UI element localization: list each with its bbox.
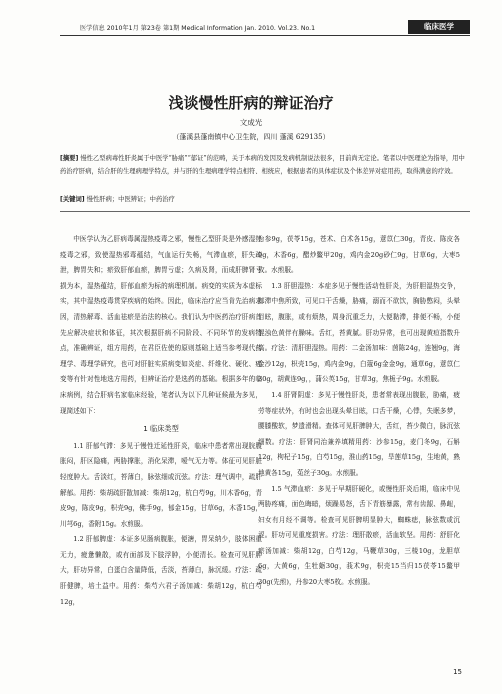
- paragraph-1-2-continued: 台参9g，茯苓15g，苍术、白术各15g，薏苡仁30g，青皮、陈皮各9g，木香6g，醋炒鳖甲20g，鸡内金20g砂仁9g，甘草6g，大枣5枚。水煎服。: [258, 235, 460, 275]
- abstract-text: 慢性乙型病毒性肝炎属于中医学“胁痛”“郁证”的范畴，关于本病的发因及发病机制说法很多，目前尚无定论。笔者以中医理论为指导，用中药治疗肝病，结合肝的生理病理学特点，并与肝的生理病理学特点相符、相统应，根据患者的具体症状及个体差异对症用药，取得满意的疗效。: [60, 155, 465, 175]
- section-heading: 1 临床类型: [143, 424, 179, 434]
- section-badge: 临床医学: [408, 20, 470, 34]
- paragraph-1-1: 1.1 肝郁气滞：多见于慢性迁延性肝炎，临床中患者常出现脘腹胀闷，肝区隐痛，两胁撑胀，消化呆滞，嗳气无力等。体征可见肝脏轻度肿大。舌淡红，苔薄白，脉弦细或沉弦。疗法：理气调中，疏肝解郁。用药：柴胡疏肝散加减：柴胡12g，杭白芍9g，川木香6g，青皮9g，陈皮9g，枳壳9g，佛手9g，郁金15g，甘草6g，木香15g，川芎6g，香附15g。水煎服。: [60, 441, 262, 528]
- body-column-right: [258, 232, 460, 591]
- journal-line: 医学信息 2010年1月 第23卷 第1期 Medical Information Jan. 2010. Vol.23. No.1: [80, 25, 316, 32]
- running-header: [60, 20, 470, 38]
- article-title: 浅谈慢性肝病的辩证治疗: [168, 94, 334, 112]
- header-rule: [60, 35, 470, 36]
- paragraph-1-2: 1.2 肝郁脾虚：本证多见肠病腹胀，便溏，胃呆纳少，肢体困重无力，疲惫懒散，或有面部及下肢浮肿，小便清长。检查可见肝肿大，肝功异常，白蛋白含量降低，舌淡，苔薄白，脉沉缓。疗法：疏肝健脾，培土益中。用药：柴芍六君子汤加减：柴胡12g，杭白芍12g，: [60, 535, 262, 606]
- author-name: 文成光: [239, 118, 263, 127]
- keywords-label: [关键词]: [60, 196, 85, 203]
- abstract: [60, 152, 470, 178]
- intro-paragraph: 中医学认为乙肝病毒属湿热疫毒之邪，慢性乙型肝炎是外感湿热疫毒之邪，致使湿热邪毒蕴结，气血运行失畅，气滞血瘀，肝失疏泄，脾胃失和；瘀致肝郁血瘀，脾胃亏虚；久病及肾，而成肝脾肾亏损为本，湿热蕴结，肝郁血瘀为标的病理机制。病变的实质为本虚标实，其中湿热疫毒贯穿疾病的始终。因此，临床治疗应当肯先治病求因，清热解毒、活血祛瘀是治法的核心。我们认为中医药治疗肝病首先应解决症状和体征，其次根据肝病不同阶段、不同环节的发病特点，准确辨证，组方用药，在君臣佐使的原则基础上适当参考现代药理学、毒理学研究，也可对肝脏实质病变如炎症、纤维化、硬化、癌变等有针对性地选方用药，但辨证治疗是选药的基础。根据多年的临床病例，结合肝病名家临床经验，笔者认为以下几种证候最为多见，现简述如下：: [60, 235, 262, 415]
- paragraph-1-4: 1.4 肝肾阴虚：多见于慢性肝炎，患者常表现出腹胀，胁痛，疲劳等症状外，有时也会出现头晕目眩，口舌干燥，心悸，失眠多梦，腰膝酸软，梦遗滑精。查体可见肝脾肿大，舌红，苔少微白，脉沉弦细数。疗法：肝肾同治兼养填精用药：沙参15g，麦门冬9g，石斛12g，枸杞子15g，白芍15g，淮山药15g，旱莲草15g，生地黄，熟地黄各15g，菟丝子30g。水煎服。: [258, 390, 460, 477]
- abstract-label: [摘要]: [60, 155, 79, 162]
- keywords-text: 慢性肝病；中医辨证；中药治疗: [86, 196, 175, 203]
- page-number: 15: [453, 668, 462, 676]
- abstract-rule: [60, 211, 470, 212]
- body-column-left: [60, 232, 262, 610]
- paragraph-1-5: 1.5 气滞血瘀：多见于早期肝硬化，或慢性肝炎后期，临床中见两胁疼痛，面色晦暗，烦躁易怒，舌下青筋暴露，常有齿龈、鼻衄，妇女有月经不调等。检查可见肝脾明显肿大，蜘蛛痣，脉弦数或沉涩。肝功可见重度损害。疗法：理肝散瘀，活血软坚。用药：舒肝化瘀汤加减：柴胡12g，白芍12g，马鞭草30g，三棱10g，龙胆草6g，大黄6g，生牡蛎30g，莪术9g，枳壳15当归15茯苓15鳖甲30g(先煎)，丹参20大枣5枚。水煎服。: [258, 484, 460, 587]
- keywords: [60, 194, 470, 203]
- paragraph-1-3: 1.3 肝胆湿热：本症多见于慢性活动性肝炎，为肝胆湿热交争，郁滞中焦所致，可见口干舌燥，胁痛，溺而不欲饮，胸胁憋闷，头晕目眩，腹胀，或有烦热，周身沉重乏力，大便黏滞，排便不畅，小便混浊色黄伴有臊味。舌红，苔黄腻。肝功异常，也可出现黄疸指数升高。疗法：清肝胆湿热。用药：二金汤加味：茵陈24g，连翘9g，海金沙12g，枳壳15g，鸡内金9g，白蔻6g金金9g，通草6g，薏苡仁30g，胡黄连9g，，蒲公英15g，甘草3g，焦栀子9g。水煎服。: [258, 281, 460, 384]
- affiliation: （蓬溪县蓬南镇中心卫生院，四川 蓬溪 629135）: [172, 133, 330, 141]
